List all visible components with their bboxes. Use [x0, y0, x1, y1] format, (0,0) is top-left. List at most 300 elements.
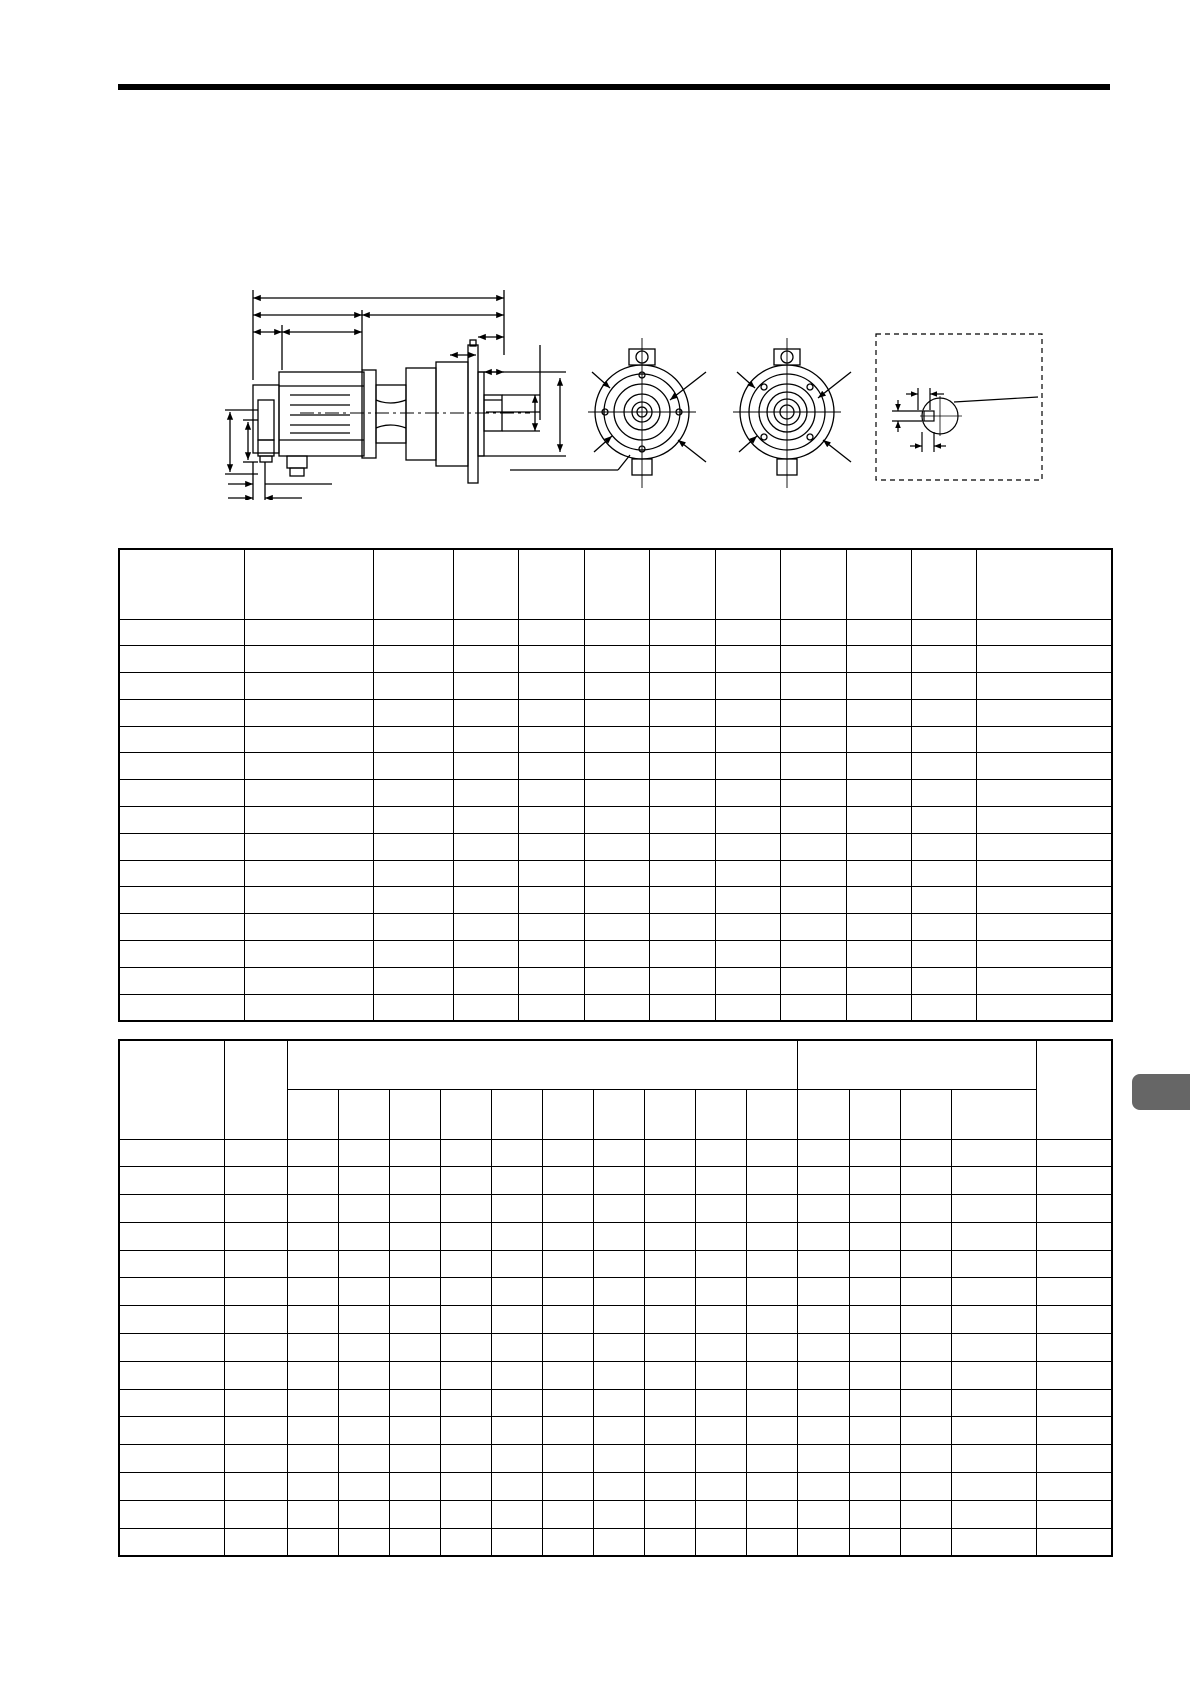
- table-cell: [119, 1222, 224, 1250]
- table-row: [119, 1500, 1112, 1528]
- table-cell: [287, 1473, 338, 1501]
- table-cell: [518, 967, 584, 994]
- table-cell: [389, 1528, 440, 1556]
- table-cell: [746, 1417, 797, 1445]
- table-cell: [389, 1361, 440, 1389]
- table-cell: [224, 1250, 287, 1278]
- table-cell: [518, 860, 584, 887]
- header-cell: [797, 1089, 849, 1139]
- table-cell: [440, 1195, 491, 1223]
- table-cell: [649, 914, 715, 941]
- table-cell: [119, 1167, 224, 1195]
- table-cell: [389, 1250, 440, 1278]
- table-cell: [542, 1473, 593, 1501]
- table-cell: [542, 1139, 593, 1167]
- table-cell: [846, 807, 911, 834]
- table-cell: [715, 646, 780, 673]
- table-cell: [715, 887, 780, 914]
- table-cell: [453, 887, 518, 914]
- table-cell: [644, 1139, 695, 1167]
- table-cell: [244, 807, 373, 834]
- table-cell: [951, 1445, 1036, 1473]
- table-cell: [224, 1500, 287, 1528]
- table-cell: [542, 1417, 593, 1445]
- table-cell: [119, 941, 244, 968]
- table-cell: [542, 1389, 593, 1417]
- table-row: [119, 753, 1112, 780]
- table-cell: [780, 941, 846, 968]
- table-row: [119, 726, 1112, 753]
- table-cell: [119, 1278, 224, 1306]
- table-cell: [518, 699, 584, 726]
- table-cell: [695, 1361, 746, 1389]
- table-cell: [389, 1389, 440, 1417]
- table-cell: [715, 780, 780, 807]
- table-cell: [440, 1417, 491, 1445]
- table-cell: [900, 1528, 951, 1556]
- table-cell: [593, 1222, 644, 1250]
- table-cell: [715, 726, 780, 753]
- table-cell: [287, 1278, 338, 1306]
- table-cell: [542, 1361, 593, 1389]
- table-cell: [491, 1473, 542, 1501]
- table-cell: [119, 1361, 224, 1389]
- table-cell: [976, 833, 1112, 860]
- table-cell: [849, 1389, 900, 1417]
- table-cell: [224, 1445, 287, 1473]
- table-row: [119, 887, 1112, 914]
- table-cell: [976, 887, 1112, 914]
- table-cell: [584, 914, 649, 941]
- table-cell: [911, 887, 976, 914]
- table-cell: [695, 1222, 746, 1250]
- table-row: [119, 1473, 1112, 1501]
- table-cell: [389, 1417, 440, 1445]
- table-cell: [911, 914, 976, 941]
- table-row: [119, 780, 1112, 807]
- header-cell: [911, 549, 976, 619]
- table-cell: [491, 1278, 542, 1306]
- table-cell: [119, 1195, 224, 1223]
- table-row: [119, 1528, 1112, 1556]
- table-cell: [911, 673, 976, 700]
- table-cell: [244, 753, 373, 780]
- table-cell: [593, 1139, 644, 1167]
- table-cell: [389, 1139, 440, 1167]
- table-cell: [453, 673, 518, 700]
- table-row: [119, 1334, 1112, 1362]
- table-cell: [389, 1222, 440, 1250]
- table-cell: [224, 1278, 287, 1306]
- table-cell: [224, 1195, 287, 1223]
- table-cell: [715, 860, 780, 887]
- table-cell: [900, 1195, 951, 1223]
- table-cell: [900, 1361, 951, 1389]
- table-cell: [584, 673, 649, 700]
- table-cell: [797, 1195, 849, 1223]
- table-cell: [951, 1334, 1036, 1362]
- table-cell: [797, 1473, 849, 1501]
- table-cell: [649, 860, 715, 887]
- table-cell: [119, 887, 244, 914]
- table-cell: [849, 1334, 900, 1362]
- table-cell: [119, 1139, 224, 1167]
- table-cell: [780, 699, 846, 726]
- table-cell: [797, 1445, 849, 1473]
- table-row: [119, 807, 1112, 834]
- table-cell: [440, 1528, 491, 1556]
- table-cell: [224, 1334, 287, 1362]
- table-cell: [746, 1222, 797, 1250]
- table-cell: [849, 1445, 900, 1473]
- table-cell: [593, 1250, 644, 1278]
- table-cell: [746, 1500, 797, 1528]
- table-cell: [287, 1222, 338, 1250]
- table-cell: [518, 646, 584, 673]
- table-cell: [846, 673, 911, 700]
- table-cell: [900, 1473, 951, 1501]
- header-cell: [644, 1089, 695, 1139]
- table-cell: [440, 1167, 491, 1195]
- table-cell: [518, 887, 584, 914]
- table-cell: [715, 673, 780, 700]
- table-cell: [518, 673, 584, 700]
- header-cell: [584, 549, 649, 619]
- table-cell: [373, 833, 453, 860]
- header-cell: [715, 549, 780, 619]
- table-cell: [224, 1139, 287, 1167]
- table-cell: [593, 1528, 644, 1556]
- table-cell: [244, 994, 373, 1021]
- table-cell: [440, 1250, 491, 1278]
- table-row: [119, 1250, 1112, 1278]
- table-cell: [373, 807, 453, 834]
- table-cell: [119, 1500, 224, 1528]
- table-cell: [849, 1250, 900, 1278]
- table-cell: [900, 1500, 951, 1528]
- table-cell: [695, 1334, 746, 1362]
- header-cell: [649, 549, 715, 619]
- table-cell: [951, 1278, 1036, 1306]
- table-cell: [900, 1139, 951, 1167]
- table-cell: [287, 1139, 338, 1167]
- table-cell: [849, 1473, 900, 1501]
- table-cell: [453, 753, 518, 780]
- table-cell: [715, 619, 780, 646]
- table-cell: [389, 1195, 440, 1223]
- table-row: [119, 1139, 1112, 1167]
- table-cell: [849, 1195, 900, 1223]
- header-cell: [389, 1089, 440, 1139]
- table-cell: [119, 994, 244, 1021]
- table-cell: [287, 1445, 338, 1473]
- table-cell: [900, 1306, 951, 1334]
- table-cell: [695, 1278, 746, 1306]
- table-cell: [584, 753, 649, 780]
- table-cell: [849, 1139, 900, 1167]
- table-cell: [900, 1278, 951, 1306]
- table-cell: [119, 726, 244, 753]
- header-cell: [287, 1089, 338, 1139]
- table-cell: [649, 726, 715, 753]
- table-cell: [287, 1306, 338, 1334]
- table-cell: [976, 941, 1112, 968]
- table-cell: [951, 1500, 1036, 1528]
- table-cell: [644, 1473, 695, 1501]
- table-cell: [119, 1528, 224, 1556]
- table-cell: [373, 941, 453, 968]
- table-cell: [584, 699, 649, 726]
- table-cell: [440, 1139, 491, 1167]
- table-cell: [542, 1500, 593, 1528]
- table-cell: [518, 726, 584, 753]
- table-cell: [695, 1528, 746, 1556]
- table-cell: [644, 1306, 695, 1334]
- table-cell: [695, 1250, 746, 1278]
- table-cell: [287, 1500, 338, 1528]
- table-cell: [453, 807, 518, 834]
- table-cell: [373, 994, 453, 1021]
- table-row: [119, 967, 1112, 994]
- table-cell: [287, 1389, 338, 1417]
- table-cell: [440, 1222, 491, 1250]
- table-cell: [491, 1500, 542, 1528]
- table-cell: [797, 1417, 849, 1445]
- table-cell: [373, 646, 453, 673]
- table-cell: [373, 914, 453, 941]
- table-cell: [244, 673, 373, 700]
- table-cell: [119, 1389, 224, 1417]
- table-cell: [224, 1306, 287, 1334]
- table-cell: [491, 1167, 542, 1195]
- table-cell: [244, 833, 373, 860]
- header-cell: [846, 549, 911, 619]
- table-cell: [491, 1334, 542, 1362]
- table-cell: [119, 619, 244, 646]
- header-cell: [951, 1089, 1036, 1139]
- table-cell: [911, 619, 976, 646]
- table-cell: [976, 914, 1112, 941]
- header-cell: [119, 549, 244, 619]
- spec-header-row: [119, 549, 1112, 619]
- table-cell: [951, 1139, 1036, 1167]
- table-cell: [695, 1417, 746, 1445]
- table-cell: [244, 780, 373, 807]
- header-cell: [1036, 1040, 1112, 1139]
- table-cell: [244, 860, 373, 887]
- table-cell: [644, 1278, 695, 1306]
- table-cell: [119, 833, 244, 860]
- table-cell: [780, 860, 846, 887]
- table-cell: [846, 860, 911, 887]
- table-cell: [715, 994, 780, 1021]
- table-cell: [797, 1500, 849, 1528]
- header-group-cell: [797, 1040, 1036, 1089]
- table-cell: [911, 967, 976, 994]
- table-cell: [119, 1473, 224, 1501]
- table-cell: [518, 619, 584, 646]
- table-cell: [1036, 1222, 1112, 1250]
- table-cell: [900, 1334, 951, 1362]
- table-cell: [389, 1500, 440, 1528]
- table-cell: [389, 1278, 440, 1306]
- header-cell: [780, 549, 846, 619]
- table-cell: [593, 1473, 644, 1501]
- table-row: [119, 1222, 1112, 1250]
- table-cell: [1036, 1500, 1112, 1528]
- table-cell: [644, 1528, 695, 1556]
- header-cell: [338, 1089, 389, 1139]
- table-cell: [797, 1334, 849, 1362]
- table-cell: [976, 994, 1112, 1021]
- table-cell: [244, 887, 373, 914]
- table-cell: [951, 1222, 1036, 1250]
- table-cell: [593, 1278, 644, 1306]
- table-cell: [593, 1500, 644, 1528]
- table-cell: [389, 1445, 440, 1473]
- header-cell: [518, 549, 584, 619]
- table-cell: [542, 1528, 593, 1556]
- table-cell: [338, 1417, 389, 1445]
- table-cell: [338, 1500, 389, 1528]
- table-cell: [593, 1334, 644, 1362]
- table-cell: [649, 646, 715, 673]
- table-cell: [649, 833, 715, 860]
- table-cell: [649, 619, 715, 646]
- table-cell: [746, 1278, 797, 1306]
- table-cell: [797, 1139, 849, 1167]
- table-cell: [846, 914, 911, 941]
- table-cell: [584, 780, 649, 807]
- table-cell: [746, 1361, 797, 1389]
- table-cell: [440, 1389, 491, 1417]
- table-cell: [119, 780, 244, 807]
- table-cell: [491, 1528, 542, 1556]
- table-cell: [780, 967, 846, 994]
- table-cell: [373, 780, 453, 807]
- table-cell: [518, 807, 584, 834]
- table-cell: [373, 887, 453, 914]
- table-cell: [695, 1389, 746, 1417]
- table-cell: [900, 1389, 951, 1417]
- table-cell: [584, 860, 649, 887]
- table-cell: [584, 619, 649, 646]
- header-cell: [542, 1089, 593, 1139]
- table-cell: [542, 1306, 593, 1334]
- table-cell: [846, 619, 911, 646]
- table-cell: [797, 1278, 849, 1306]
- table-cell: [491, 1195, 542, 1223]
- header-cell: [491, 1089, 542, 1139]
- table-cell: [780, 753, 846, 780]
- table-cell: [389, 1167, 440, 1195]
- flange-view-drawing: [588, 338, 706, 488]
- table-cell: [976, 673, 1112, 700]
- table-row: [119, 1278, 1112, 1306]
- table-cell: [453, 780, 518, 807]
- table-cell: [846, 699, 911, 726]
- table-cell: [491, 1361, 542, 1389]
- table-cell: [389, 1473, 440, 1501]
- table-cell: [780, 673, 846, 700]
- table-cell: [649, 673, 715, 700]
- table-cell: [911, 807, 976, 834]
- table-cell: [440, 1473, 491, 1501]
- table-cell: [746, 1389, 797, 1417]
- table-cell: [780, 994, 846, 1021]
- side-view-drawing: [225, 290, 630, 500]
- table-cell: [746, 1306, 797, 1334]
- table-cell: [518, 994, 584, 1021]
- table-row: [119, 1417, 1112, 1445]
- table-cell: [584, 941, 649, 968]
- table-cell: [849, 1361, 900, 1389]
- table-cell: [244, 646, 373, 673]
- table-cell: [224, 1389, 287, 1417]
- table-cell: [453, 699, 518, 726]
- table-cell: [542, 1222, 593, 1250]
- table-cell: [911, 646, 976, 673]
- table-cell: [797, 1528, 849, 1556]
- table-cell: [1036, 1195, 1112, 1223]
- table-cell: [593, 1389, 644, 1417]
- header-cell: [849, 1089, 900, 1139]
- table-cell: [518, 941, 584, 968]
- table-cell: [780, 646, 846, 673]
- table-cell: [338, 1222, 389, 1250]
- table-cell: [1036, 1445, 1112, 1473]
- table-cell: [644, 1195, 695, 1223]
- table-cell: [542, 1250, 593, 1278]
- table-cell: [644, 1250, 695, 1278]
- table-cell: [491, 1417, 542, 1445]
- table-cell: [491, 1445, 542, 1473]
- table-cell: [797, 1361, 849, 1389]
- table-cell: [900, 1222, 951, 1250]
- table-cell: [593, 1306, 644, 1334]
- table-cell: [224, 1361, 287, 1389]
- table-cell: [244, 726, 373, 753]
- table-cell: [119, 967, 244, 994]
- table-cell: [911, 994, 976, 1021]
- table-cell: [287, 1334, 338, 1362]
- table-cell: [780, 833, 846, 860]
- table-cell: [951, 1417, 1036, 1445]
- table-cell: [338, 1528, 389, 1556]
- table-cell: [593, 1195, 644, 1223]
- table-cell: [389, 1306, 440, 1334]
- table-cell: [649, 967, 715, 994]
- header-cell: [440, 1089, 491, 1139]
- table-cell: [715, 753, 780, 780]
- table-cell: [453, 941, 518, 968]
- table-cell: [911, 753, 976, 780]
- table-cell: [338, 1195, 389, 1223]
- table-cell: [1036, 1139, 1112, 1167]
- table-cell: [542, 1195, 593, 1223]
- table-cell: [846, 833, 911, 860]
- table-cell: [849, 1278, 900, 1306]
- header-cell: [746, 1089, 797, 1139]
- table-cell: [518, 753, 584, 780]
- table-cell: [900, 1167, 951, 1195]
- table-cell: [976, 780, 1112, 807]
- table-cell: [453, 967, 518, 994]
- table-cell: [518, 780, 584, 807]
- table-cell: [593, 1445, 644, 1473]
- table-cell: [373, 753, 453, 780]
- table-cell: [911, 860, 976, 887]
